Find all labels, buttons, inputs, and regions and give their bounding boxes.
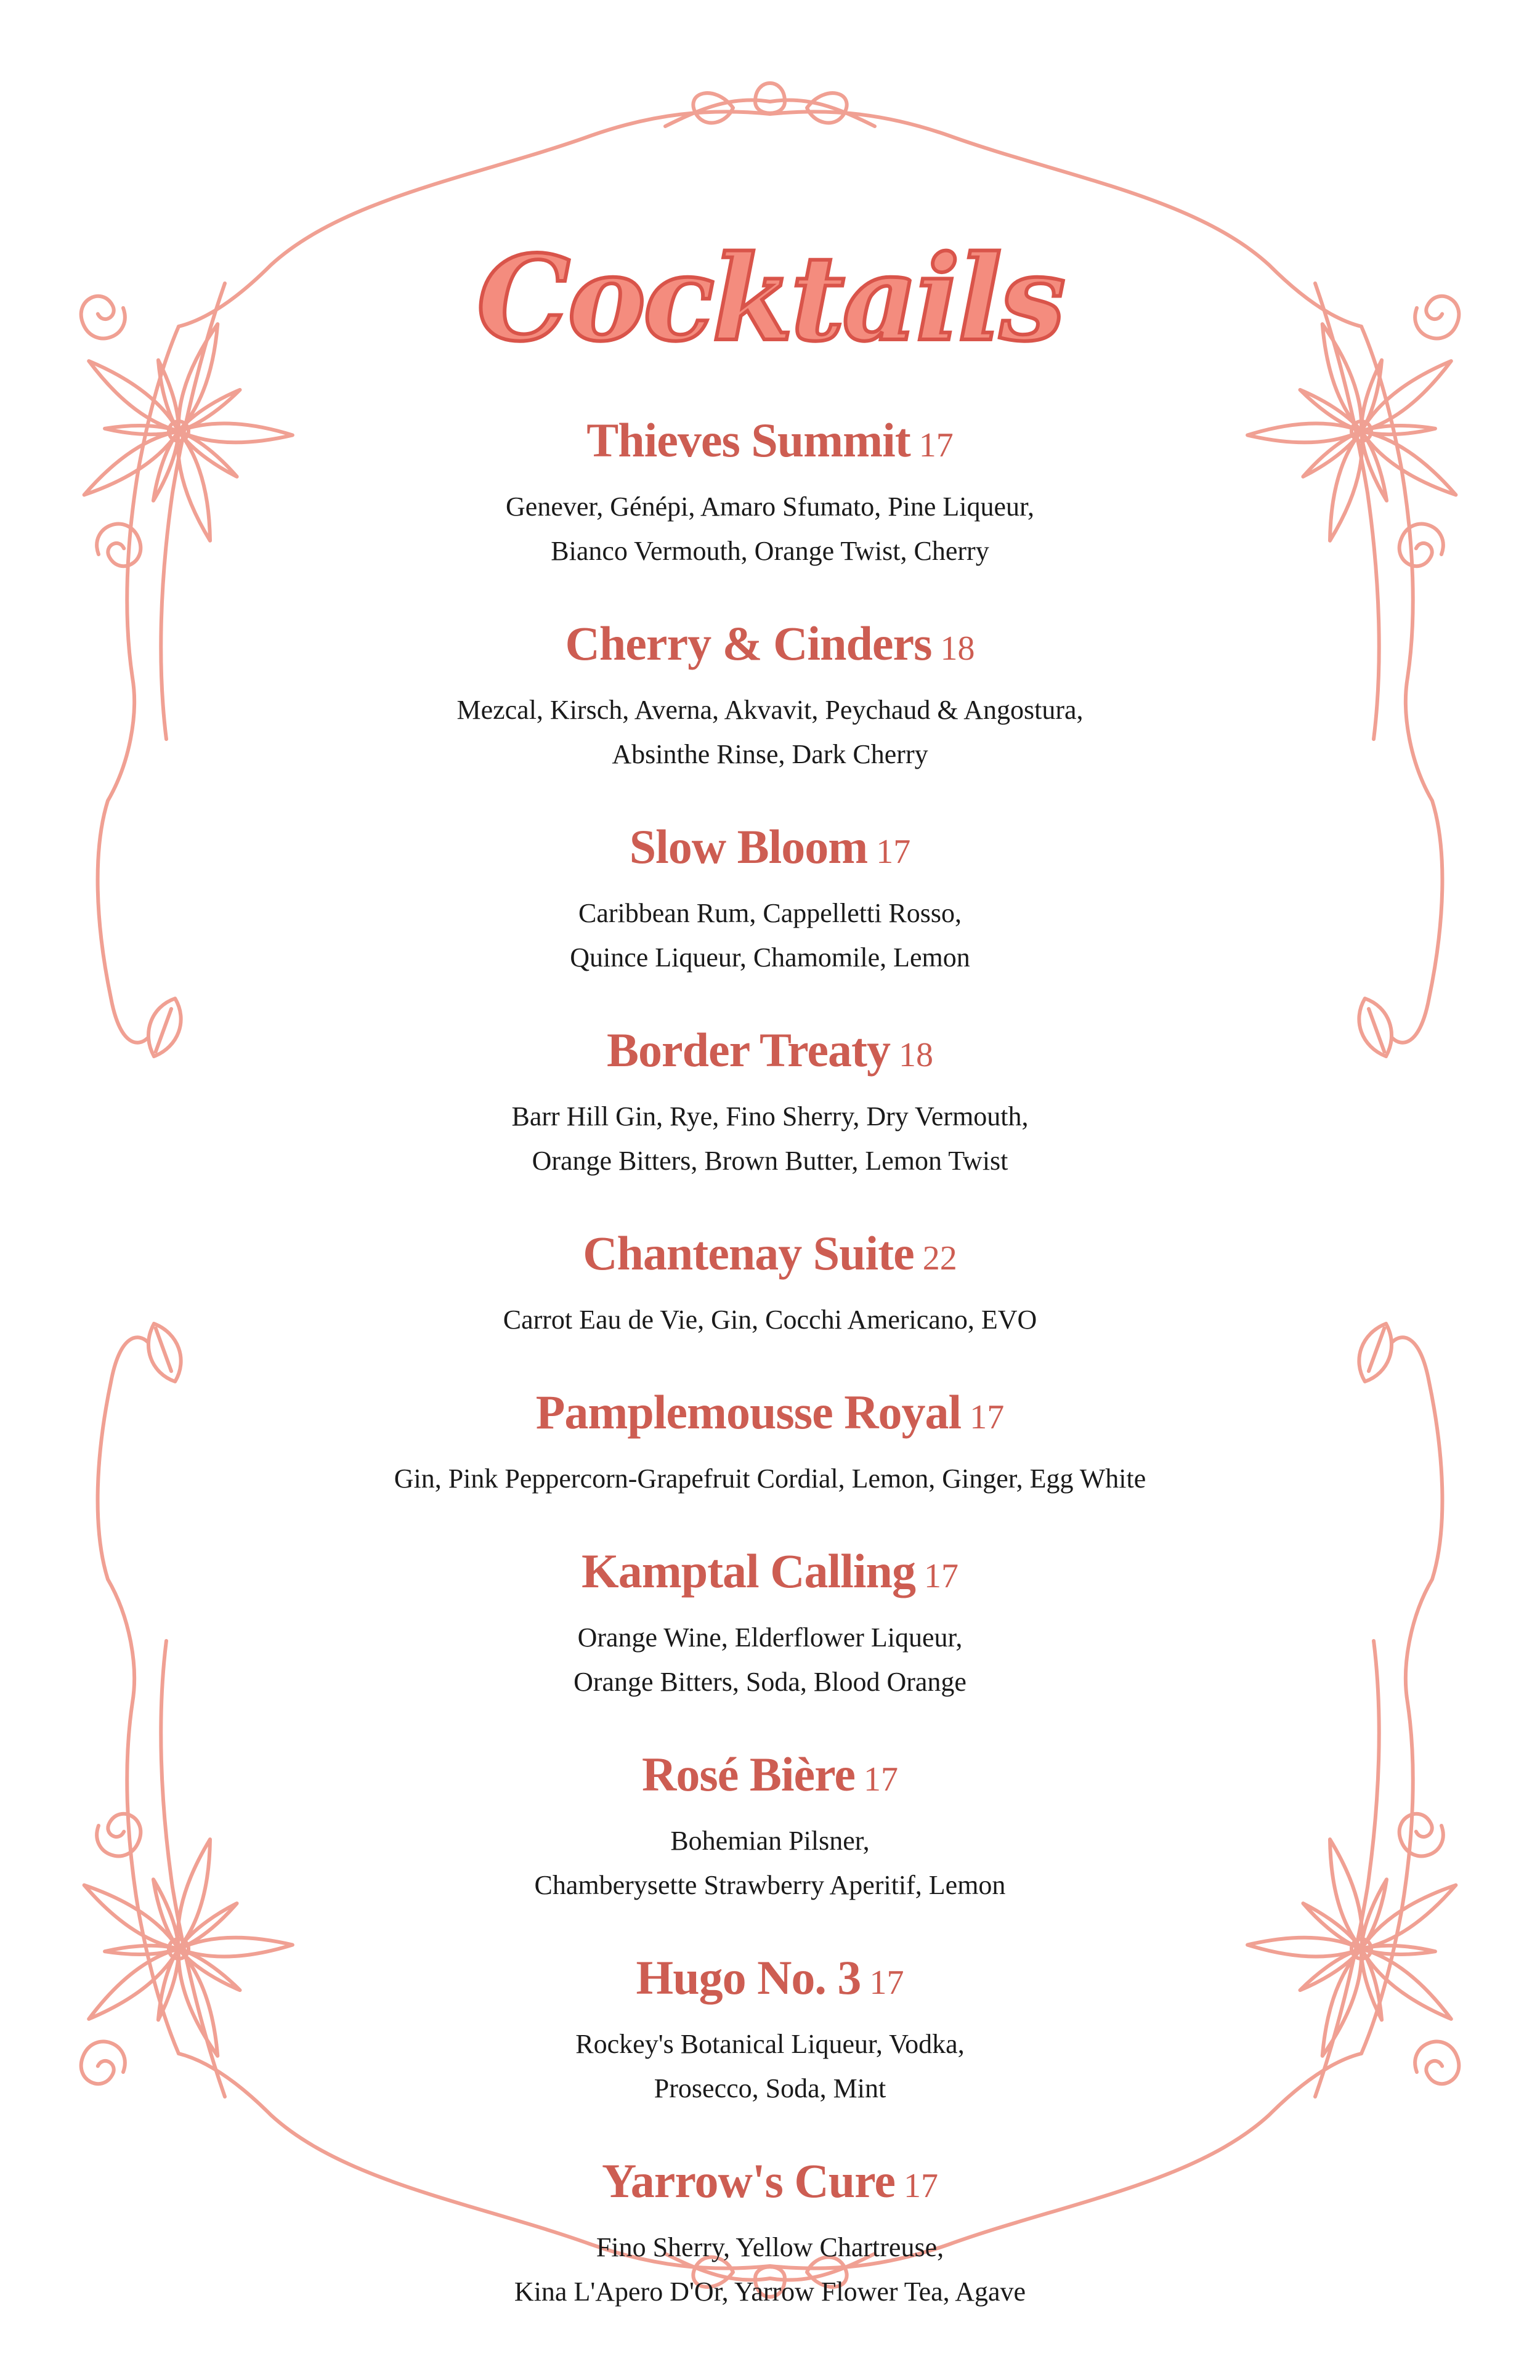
- menu-item: [246, 1540, 1294, 1704]
- menu-item-name: Kamptal Calling: [582, 1544, 915, 1598]
- menu-title: Cocktails: [477, 230, 1063, 367]
- menu-item-heading: [246, 1223, 1294, 1298]
- menu-item-price: 17: [923, 1557, 958, 1595]
- menu-item: [246, 1382, 1294, 1501]
- menu-item-name: Slow Bloom: [629, 820, 868, 873]
- menu-item-price: 22: [922, 1239, 957, 1277]
- menu-item-heading: [246, 1382, 1294, 1457]
- menu-item-description: Bianco Vermouth, Orange Twist, Cherry: [551, 536, 989, 566]
- menu-item-description: Chamberysette Strawberry Aperitif, Lemon: [534, 1870, 1006, 1900]
- menu-item: [246, 816, 1294, 980]
- menu-item-description: Orange Wine, Elderflower Liqueur,: [577, 1622, 963, 1653]
- menu-item-description: Absinthe Rinse, Dark Cherry: [612, 739, 928, 769]
- menu-item-description: Rockey's Botanical Liqueur, Vodka,: [575, 2029, 965, 2059]
- menu-item-name: Rosé Bière: [642, 1747, 855, 1801]
- menu-item-price: 17: [970, 1398, 1005, 1436]
- menu-item-price: 17: [863, 1760, 898, 1799]
- menu-item-description: Orange Bitters, Brown Butter, Lemon Twist: [532, 1146, 1008, 1176]
- menu-item: [246, 2150, 1294, 2314]
- menu-item-heading: [246, 1744, 1294, 1819]
- menu-item: [246, 410, 1294, 573]
- menu-item: [246, 613, 1294, 777]
- menu-item-description: Fino Sherry, Yellow Chartreuse,: [596, 2232, 944, 2262]
- menu-item-description: Gin, Pink Peppercorn-Grapefruit Cordial, Lemon, Ginger, Egg White: [394, 1463, 1146, 1494]
- menu-item-description: Bohemian Pilsner,: [670, 1826, 870, 1856]
- menu-item-name: Cherry & Cinders: [565, 617, 932, 670]
- menu-item-price: 17: [876, 833, 911, 871]
- menu-item: [246, 1744, 1294, 1908]
- menu-item-heading: [246, 1019, 1294, 1095]
- menu-item-heading: [246, 1540, 1294, 1616]
- menu-item-price: 18: [940, 629, 975, 668]
- menu-item-name: Chantenay Suite: [583, 1226, 914, 1280]
- menu-item-description: Kina L'Apero D'Or, Yarrow Flower Tea, Agave: [514, 2277, 1026, 2307]
- frame-ornament-top-knot: [665, 83, 875, 126]
- menu-item-description: Genever, Génépi, Amaro Sfumato, Pine Liqueur,: [506, 492, 1034, 522]
- menu-item-description: Carrot Eau de Vie, Gin, Cocchi Americano, EVO: [503, 1305, 1037, 1335]
- menu-item-name: Pamplemousse Royal: [535, 1385, 962, 1439]
- menu-item-name: Border Treaty: [607, 1023, 890, 1077]
- menu-item-description: Mezcal, Kirsch, Averna, Akvavit, Peychaud & Angostura,: [456, 695, 1084, 725]
- menu-item-description: Caribbean Rum, Cappelletti Rosso,: [578, 898, 962, 928]
- menu-item-price: 18: [899, 1036, 933, 1074]
- menu-item-name: Thieves Summit: [586, 413, 910, 467]
- menu-item-heading: [246, 816, 1294, 891]
- menu-list: [246, 410, 1294, 2354]
- menu-item: [246, 1223, 1294, 1342]
- menu-item-description: Quince Liqueur, Chamomile, Lemon: [570, 942, 970, 973]
- menu-item-heading: [246, 1947, 1294, 2022]
- menu-item-heading: [246, 613, 1294, 688]
- menu-item: [246, 1947, 1294, 2111]
- menu-item-heading: [246, 410, 1294, 485]
- menu-item-heading: [246, 2150, 1294, 2225]
- menu-item-description: Prosecco, Soda, Mint: [654, 2073, 886, 2103]
- menu-item-description: Barr Hill Gin, Rye, Fino Sherry, Dry Vermouth,: [511, 1101, 1029, 1131]
- menu-item-description: Orange Bitters, Soda, Blood Orange: [573, 1667, 967, 1697]
- menu-item-price: 17: [918, 426, 954, 464]
- menu-item-price: 17: [903, 2167, 938, 2205]
- menu-item-name: Yarrow's Cure: [602, 2154, 895, 2208]
- menu-item-name: Hugo No. 3: [636, 1951, 861, 2004]
- menu-item-price: 17: [869, 1964, 904, 2002]
- menu-item: [246, 1019, 1294, 1183]
